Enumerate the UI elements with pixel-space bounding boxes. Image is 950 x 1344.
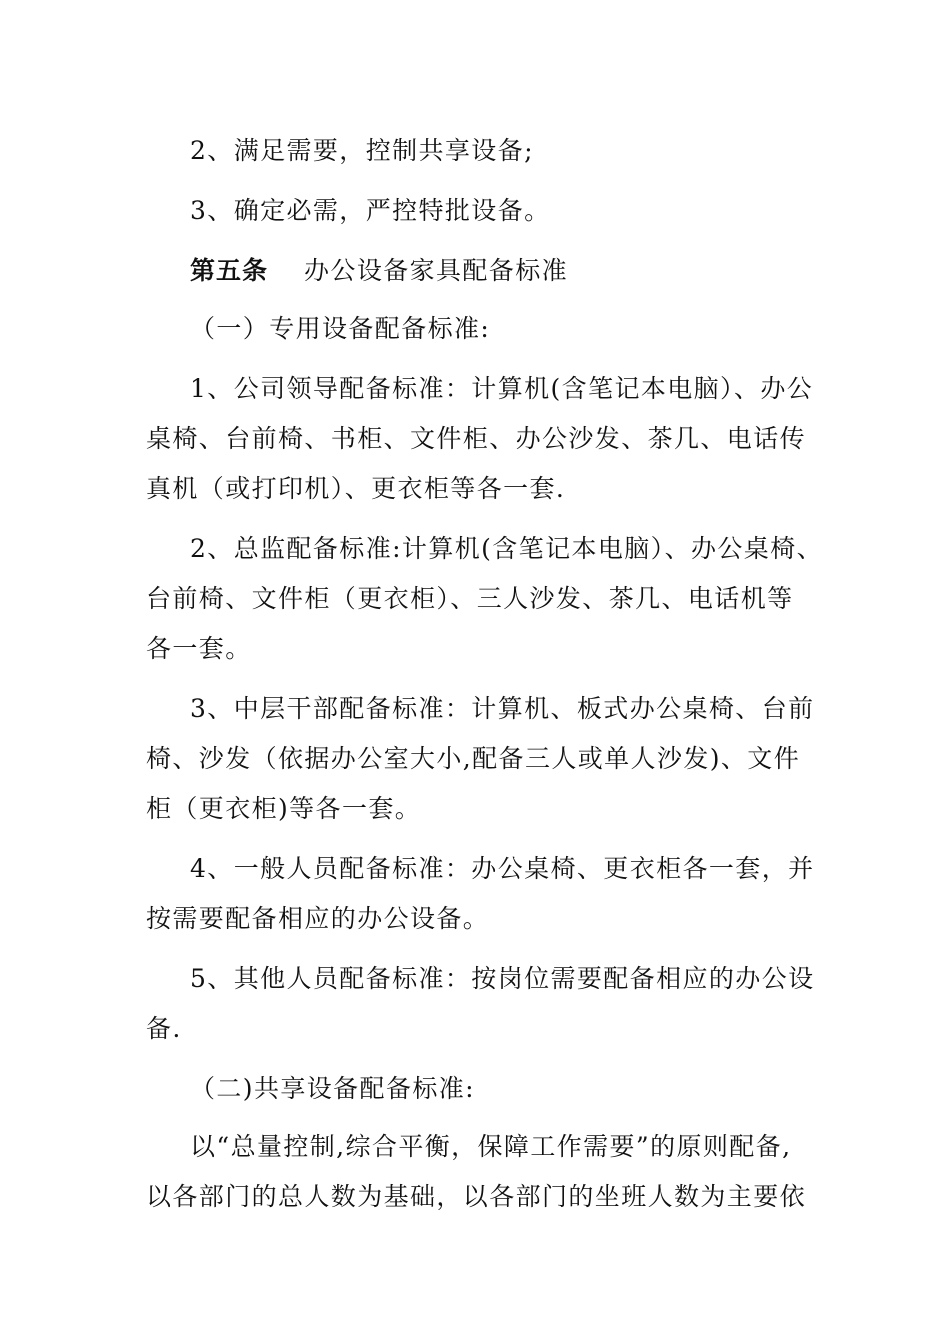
paragraph-line: 以“总量控制,综合平衡，保障工作需要”的原则配备,: [190, 1132, 792, 1161]
paragraph-line: 3、确定必需，严控特批设备。: [190, 196, 551, 225]
article-heading: [190, 254, 850, 288]
section-heading: （一）专用设备配备标准:: [190, 314, 491, 343]
paragraph-line: 桌椅、台前椅、书柜、文件柜、办公沙发、茶几、电话传: [146, 424, 807, 453]
section-heading: （二)共享设备配备标准:: [190, 1074, 475, 1103]
paragraph-line: 柜（更衣柜)等各一套。: [146, 794, 422, 823]
paragraph-line: 1、公司领导配备标准：计算机(含笔记本电脑）、办公: [190, 374, 814, 403]
paragraph-line: 3、中层干部配备标准：计算机、板式办公桌椅、台前: [190, 694, 815, 723]
paragraph-line: 4、一般人员配备标准：办公桌椅、更衣柜各一套，并: [190, 854, 815, 883]
paragraph-line: 台前椅、文件柜（更衣柜）、三人沙发、茶几、电话机等: [146, 584, 794, 613]
paragraph-line: 备.: [146, 1014, 182, 1043]
paragraph-line: 按需要配备相应的办公设备。: [146, 904, 490, 933]
paragraph-line: 真机（或打印机）、更衣柜等各一套.: [146, 474, 566, 503]
paragraph-line: 各一套。: [146, 634, 252, 663]
paragraph-line: 以各部门的总人数为基础，以各部门的坐班人数为主要依: [146, 1182, 807, 1211]
paragraph-line: 2、总监配备标准:计算机(含笔记本电脑）、办公桌椅、: [190, 534, 823, 563]
paragraph-line: 5、其他人员配备标准：按岗位需要配备相应的办公设: [190, 964, 815, 993]
article-number: 第五条: [190, 256, 269, 285]
paragraph-line: 2、满足需要，控制共享设备;: [190, 136, 534, 165]
article-title: 办公设备家具配备标准: [304, 256, 569, 285]
paragraph-line: 椅、沙发（依据办公室大小,配备三人或单人沙发)、文件: [146, 744, 801, 773]
